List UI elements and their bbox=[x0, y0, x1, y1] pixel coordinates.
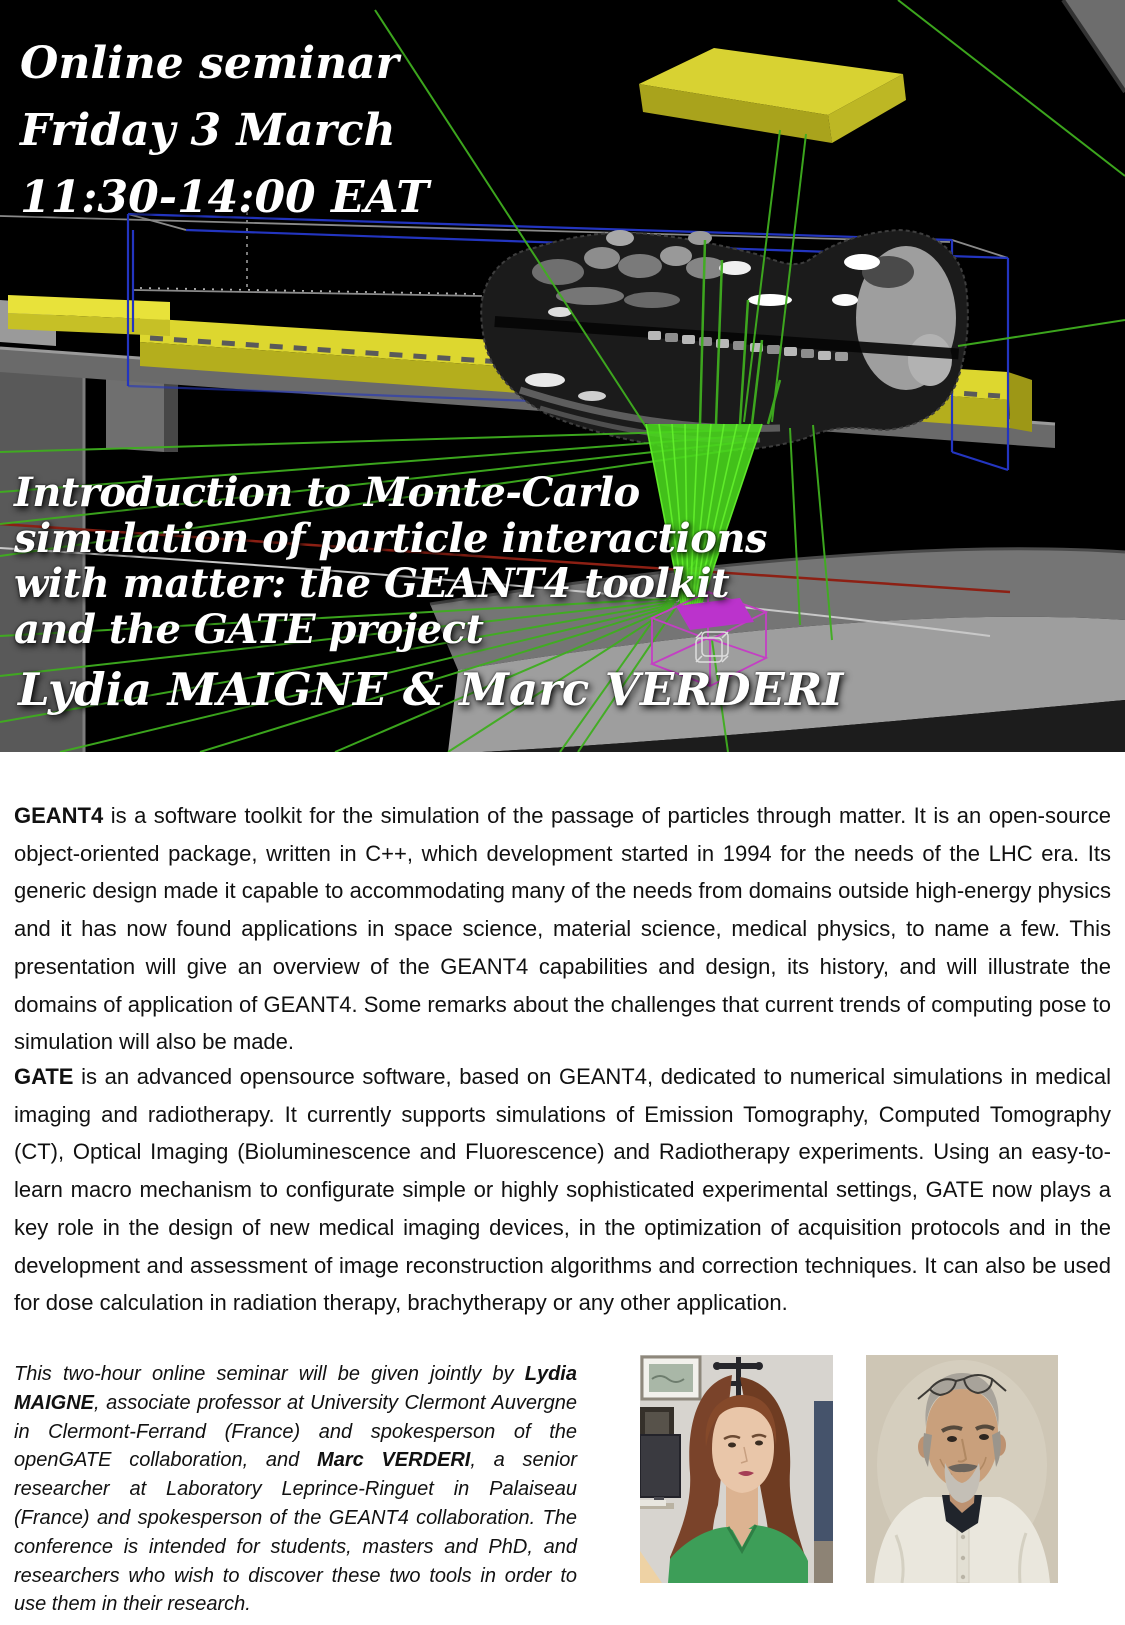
title-line-3: with matter: the GEANT4 toolkit bbox=[14, 560, 730, 607]
title-line-2: simulation of particle interactions bbox=[14, 514, 767, 562]
gate-text: is an advanced opensource software, based on GEANT4, dedicated to numerical simulations in medical imaging and radiotherapy. It currently supports simulations of Emission Tomography, Computed Tomography (CT), Optical Imaging (Bioluminescence and Fluorescence) and Radiotherapy experiments. Using an easy-to-learn macro mechanism to configurate simple or highly sophisticated experimental settings, GATE now plays a key role in the design of new medical imaging devices, in the optimization of acquisition protocols and in the development and assessment of image reconstruction algorithms and correction techniques. It can also be used for dose calculation in radiation therapy, brachytherapy or any other application. bbox=[14, 1064, 1111, 1316]
simulation-scene-image bbox=[0, 0, 1125, 752]
event-date-block bbox=[20, 30, 429, 231]
gate-lead-word: GATE bbox=[14, 1064, 74, 1089]
title-line-4: and the GATE project bbox=[14, 605, 484, 653]
lydia-maigne-portrait bbox=[640, 1355, 833, 1583]
title-line-1: Introduction to Monte-Carlo bbox=[14, 469, 640, 516]
desk-monitor bbox=[640, 1435, 680, 1509]
event-type: Online seminar bbox=[20, 38, 399, 89]
photo-lydia-maigne bbox=[640, 1355, 833, 1583]
geant4-paragraph bbox=[14, 797, 1111, 1061]
photo-marc-verderi bbox=[866, 1355, 1058, 1583]
marc-verderi-portrait bbox=[866, 1355, 1058, 1583]
gate-paragraph bbox=[14, 1058, 1111, 1322]
event-date: Friday 3 March bbox=[20, 105, 396, 156]
event-time: 11:30-14:00 EAT bbox=[20, 172, 429, 223]
geant4-lead-word: GEANT4 bbox=[14, 803, 104, 828]
seminar-title bbox=[14, 470, 767, 652]
geant4-text: is a software toolkit for the simulation of the passage of particles through matter. It is an open-source object-oriented package, written in C++, which development started in 1994 for the needs of the LHC era. Its generic design made it capable to accommodating many of the needs from domains outside high-energy physics and it has now found applications in space science, material science, medical physics, to name a few. This presentation will give an overview of the GEANT4 capabilities and design, its history, and will illustrate the domains of application of GEANT4. Some remarks about the challenges that current trends of computing pose to simulation will also be made. bbox=[14, 803, 1111, 1055]
speakers-bio-paragraph: This two-hour online seminar will be given jointly by Lydia MAIGNE, associate professor at University Clermont Auvergne in Clermont-Ferrand (France) and spokesperson of the openGATE collaboration, and Marc VERDERI, a senior researcher at Laboratory Leprince-Ringuet in Palaiseau (France) and spokesperson of the GEANT4 collaboration. The conference is intended for students, masters and PhD, and researchers who wish to discover these two tools in order to use them in their research. bbox=[14, 1363, 578, 1616]
speakers-names: Lydia MAIGNE & Marc VERDERI bbox=[18, 663, 844, 716]
